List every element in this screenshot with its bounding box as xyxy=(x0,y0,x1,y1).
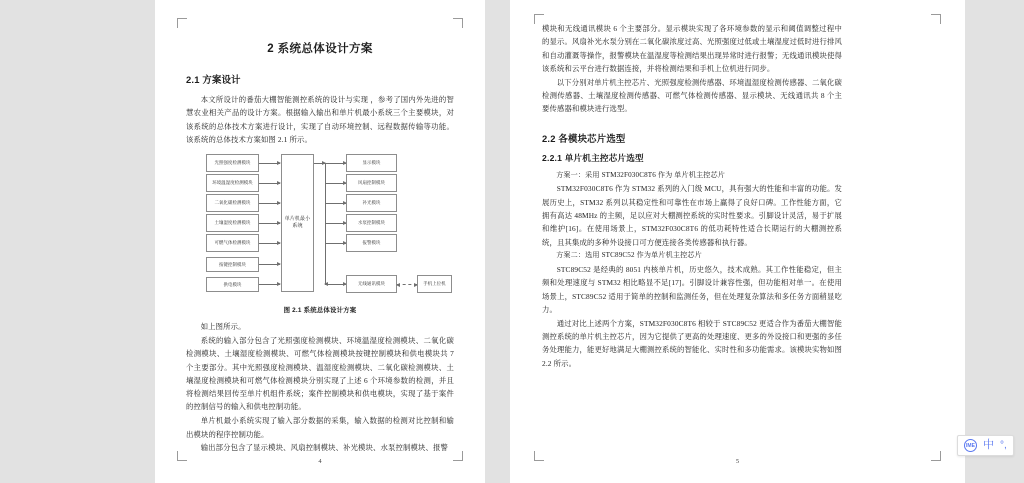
figure-arrow-out-1 xyxy=(325,163,346,164)
figure-caption: 图 2.1 系统总体设计方案 xyxy=(283,307,357,315)
paragraph-intro: 本文所设计的番茄大棚智能测控系统的设计与实现 ，参考了国内外先进的智慧农业相关产品的设计方案。根据输入输出和单片机最小系统三个主要模块，对该系统的总体技术方案进行设计，实现了自动环境控制、远程数据传输等功能。该系统的总体技术方案如图 2.1 所示。 xyxy=(186,95,454,144)
figure-arrow-out-5 xyxy=(325,243,346,244)
figure-node-fan-control: 风扇控制模块 xyxy=(346,174,397,192)
paragraph-output-cont: 模块和无线通讯模块 6 个主要部分。显示模块实现了各环境参数的显示和阈值调整过程中的显示。风扇补光水泵分别在二氧化碳浓度过高、光照强度过低或土壤湿度过低时进行排风和自动灌溉等操作，报警模块在温湿度等检测结果出现异常时进行报警；无线通讯模块使得该系统和云平台进行数据连接，并将检测结果和手机上位机进行同步。 xyxy=(542,24,842,73)
figure-arrow-in-1 xyxy=(259,163,280,164)
document-page-right[interactable] xyxy=(510,0,965,483)
figure-arrow-out-3 xyxy=(325,203,346,204)
figure-node-power-supply: 供电模块 xyxy=(206,277,259,292)
figure-node-display: 显示模块 xyxy=(346,154,397,172)
chapter-title: 2 系统总体设计方案 xyxy=(267,43,373,55)
ime-logo-icon[interactable]: IME xyxy=(964,439,977,452)
figure-node-mcu-core: 单片机最小系统 xyxy=(281,154,314,292)
figure-arrow-in-2 xyxy=(259,183,280,184)
section-title-2-2: 2.2 各模块芯片选型 xyxy=(542,132,626,144)
figure-node-gas-sensor: 可燃气体检测模块 xyxy=(206,234,259,252)
figure-node-pump-control: 水泵控制模块 xyxy=(346,214,397,232)
ime-status-bar[interactable] xyxy=(957,435,1014,456)
scheme-conclusion: 通过对比上述两个方案，STM32F030C8T6 相较于 STC89C52 更适合作为番茄大棚智能测控系统的单片机主控芯片，因为它提供了更高的处理速度、更多的外设接口和更强的多任务处理能力，能更好地满足大棚测控系统的智能化、实时性和多功能需求。该模块实物如图 2.2 所示。 xyxy=(542,318,842,368)
page-number-left: 4 xyxy=(318,458,322,465)
figure-node-key-control: 按键控制模块 xyxy=(206,257,259,272)
right-page-text-body xyxy=(542,22,842,371)
section-title-2-1: 2.1 方案设计 xyxy=(186,74,241,85)
figure-arrow-in-6 xyxy=(259,264,280,265)
figure-node-light-fill: 补光模块 xyxy=(346,194,397,212)
figure-node-soil-moisture: 土壤湿度检测模块 xyxy=(206,214,259,232)
figure-node-temp-humidity: 环境温湿度检测模块 xyxy=(206,174,259,192)
figure-arrow-out-2 xyxy=(325,183,346,184)
scheme-two-label: 方案二：选用 STC89C52 作为单片机主控芯片 xyxy=(556,251,702,260)
left-page-text-body xyxy=(186,26,454,455)
figure-arrow-in-4 xyxy=(259,223,280,224)
figure-arrow-in-7 xyxy=(259,284,280,285)
figure-arrow-out-4 xyxy=(325,223,346,224)
figure-node-co2-sensor: 二氧化碳检测模块 xyxy=(206,194,259,212)
paragraph-as-shown: 如上图所示。 xyxy=(200,322,246,332)
figure-node-alarm: 报警模块 xyxy=(346,234,397,252)
figure-arrow-in-5 xyxy=(259,243,280,244)
ime-punctuation-icon[interactable]: °, xyxy=(1000,439,1007,451)
figure-node-wireless: 无线通讯模块 xyxy=(346,275,397,293)
figure-arrow-out-6 xyxy=(325,284,346,285)
scheme-two-body: STC89C52 是经典的 8051 内核单片机，历史悠久，技术成熟。其工作性能稳定，但主频和处理速度与 STM32 相比略显不足[17]。引脚设计兼容性强，但功能相对单一。在使用场景上，STC89C52 适用于简单的控制和监测任务，但在处理复杂算法和多任务方面稍显吃力。 xyxy=(542,265,842,315)
system-architecture-figure xyxy=(186,152,454,304)
paragraph-output-section: 输出部分包含了显示模块、风扇控制模块、补光模块、水泵控制模块、报警 xyxy=(200,443,448,453)
ime-mode-chinese[interactable]: 中 xyxy=(983,439,994,451)
paragraph-input-section: 系统的输入部分包含了光照强度检测模块、环境温湿度检测模块、二氧化碳检测模块、土壤湿度检测模块、可燃气体检测模块按键控制模块和供电模块共 7 个主要部分。其中光照强度检测模块、温湿度检测模块、二氧化碳检测模块、土壤湿度检测模块和可燃气体检测模块分别实现了上述 6 个环境参数的检测，并且将检测结果回传至单片机组件系统；案件控制模块和供电模块，实现了基于案件的控制信号的输入和供电控制功能。 xyxy=(186,335,454,412)
crop-mark-top-right xyxy=(453,18,463,28)
scheme-one-body: STM32F030C8T6 作为 STM32 系列的入门级 MCU，具有强大的性能和丰富的功能。发展历史上，STM32 系列以其稳定性和可靠性在市场上赢得了良好口碑。工作性能方面，它拥有高达 48MHz 的主频，足以应对大棚测控系统的实时性要求。引脚设计灵活，易于扩展和维护[16]。在使用场景上，STM32F030C8T6 的低功耗特性适合长期运行的大棚测控系统，且其集成的多种外设接口可方便连接各类传感器和执行器。 xyxy=(542,184,842,247)
page-number-right: 5 xyxy=(735,458,740,465)
document-page-left[interactable] xyxy=(155,0,485,483)
figure-arrow-wireless-host xyxy=(397,284,417,285)
scheme-one-label: 方案一：采用 STM32F030C8T6 作为 单片机主控芯片 xyxy=(556,170,725,179)
figure-node-light-sensor: 光照强度检测模块 xyxy=(206,154,259,172)
paragraph-selection-intro: 以下分别对单片机主控芯片、光照强度检测传感器、环境温湿度检测传感器、二氧化碳检测传感器、土壤湿度检测传感器、可燃气体检测传感器、显示模块、无线通讯共 8 个主要传感器和模块进行选型。 xyxy=(542,77,842,114)
paragraph-mcu-section: 单片机最小系统实现了输入部分数据的采集，输入数据的检测对比控制和输出模块的程序控制功能。 xyxy=(186,416,454,439)
subsection-title-2-2-1: 2.2.1 单片机主控芯片选型 xyxy=(542,152,644,163)
figure-arrow-in-3 xyxy=(259,203,280,204)
crop-mark-top-right-2 xyxy=(931,14,941,24)
figure-node-mobile-host: 手机上位机 xyxy=(417,275,452,293)
figure-arrow-mcu-bus xyxy=(314,163,325,164)
